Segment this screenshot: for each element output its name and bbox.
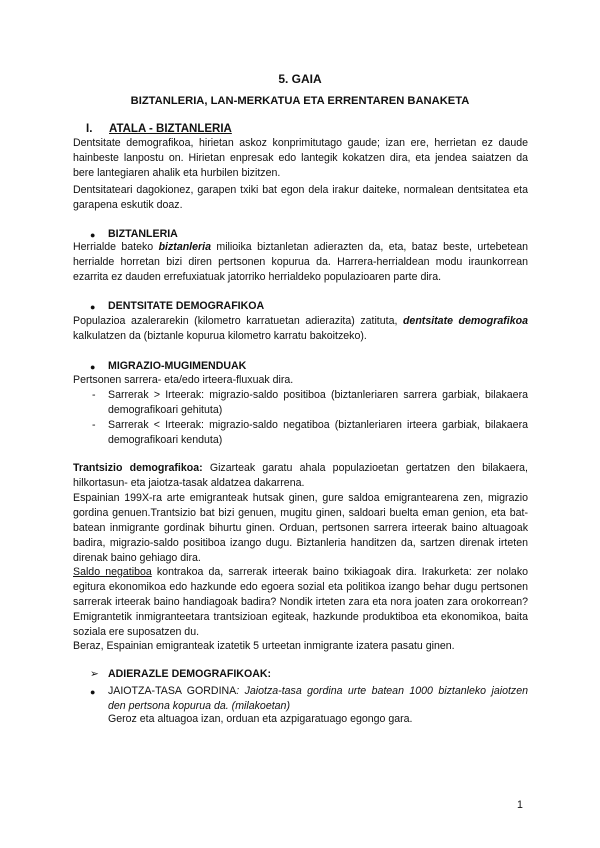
bullet-icon: ● — [90, 302, 96, 312]
adierazle-heading: ADIERAZLE DEMOGRAFIKOAK: — [108, 668, 272, 680]
dash-marker: - — [92, 419, 96, 431]
page-number: 1 — [517, 799, 523, 811]
bullet-icon: ● — [90, 687, 96, 697]
trantsizio-paragraph-2: Espainian 199X-ra arte emigranteak hutsak ginen, gure saldoa emigrantearena zen, migrazio gordina genuen.Trantsizio bat bizi genuen, mugitu ginen, saldoari buelta eman genion, eta bat-batean inmigrante gordinak bihurtu ginen. Orduan, pertsonen sarrera irteerak baino altuagoak badira, migrazio-saldo positiboa izango dugu. Biztanleria handitzen da, sartzen direnak irteten direnak baino gehiago dira. — [73, 492, 528, 564]
jaiotza-tasa-item: JAIOTZA-TASA GORDINA: Jaiotza-tasa gordina urte batean 1000 biztanleko jaiotzen den pertsona kopurua da. (milakoetan) — [108, 685, 529, 712]
biztanleria-paragraph: Herrialde bateko biztanleria milioika biztanletan adierazten da, eta, bataz beste, urtebetean herrialde horretan bizi diren pertsonen kopurua da. Harrera-herrialdean modu iraunkorrean ezarrita ez dauden errefuxiatuak jatorriko herrialdeko populazioaren parte dira. — [73, 241, 528, 283]
dentsitatea-paragraph: Populazioa azalerarekin (kilometro karratuetan adierazita) zatituta, dentsitate demografikoa kalkulatzen da (biztanle kopurua kilometro karratu bakoitzeko). — [73, 315, 528, 342]
jaiotza-tasa-note: Geroz eta altuagoa izan, orduan eta azpigaratuago egongo gara. — [108, 713, 413, 725]
migrazio-heading: MIGRAZIO-MUGIMENDUAK — [108, 360, 247, 372]
trantsizio-definition: Trantsizio demografikoa: Gizarteak garatu ahala populazioetan gertatzen den bilakaera, hilkortasun- eta jaiotza-tasak aldatzea dakarrena. — [73, 462, 528, 489]
migrazio-intro: Pertsonen sarrera- eta/edo irteera-fluxuak dira. — [73, 374, 294, 386]
migrazio-item-negative: Sarrerak < Irteerak: migrazio-saldo negatiboa (biztanleriaren irteera garbiak, bilakaera demografikoari kenduta) — [108, 419, 528, 446]
biztanleria-heading: BIZTANLERIA — [108, 228, 178, 240]
trantsizio-paragraph-4: Beraz, Espainian emigranteak izatetik 5 urteetan inmigrante izatera pasatu ginen. — [73, 640, 455, 652]
section-title: ATALA - BIZTANLERIA — [109, 123, 232, 135]
chapter-title: 5. GAIA — [278, 72, 322, 86]
section-number: I. — [86, 123, 93, 135]
migrazio-item-positive: Sarrerak > Irteerak: migrazio-saldo positiboa (biztanleriaren sarrera garbiak, bilakaera demografikoari gehituta) — [108, 389, 528, 416]
intro-paragraph-1: Dentsitate demografikoa, hirietan askoz konprimitutago gaude; izan ere, herrietan ez daude hainbeste lanpostu on. Hirietan enpresak edo lantegik kokatzen dira, eta jendea saiatzen da bere lantegiaren ahalik eta hurbilen bizitzen. — [73, 137, 528, 179]
bullet-icon: ● — [90, 362, 96, 372]
dentsitatea-heading: DENTSITATE DEMOGRAFIKOA — [108, 300, 265, 312]
chapter-subtitle: BIZTANLERIA, LAN-MERKATUA ETA ERRENTAREN BANAKETA — [130, 95, 470, 107]
dash-marker: - — [92, 389, 96, 401]
trantsizio-paragraph-3: Saldo negatiboa kontrakoa da, sarrerak irteerak baino txikiagoak dira. Irakurketa: zer nolako egitura ekonomikoa edo hazkunde edo egoera sozial eta politikoa izango behar dugu pertsonen sarrerak irteerak baino handiagoak badira? Nondik irteten zara eta nora joaten zara orokorrean? Emigrantetik inmigranteetara trantsizioan egiteak, hazkunde produktiboa eta ekonomikoa, baita soziala ere suposatzen du. — [73, 566, 529, 638]
bullet-icon: ● — [90, 230, 96, 240]
intro-paragraph-2: Dentsitateari dagokionez, garapen txiki bat egon dela irakur daiteke, normalean dentsitatea eta garapena eskutik doaz. — [73, 184, 528, 211]
arrow-bullet-icon: ➢ — [90, 668, 99, 680]
